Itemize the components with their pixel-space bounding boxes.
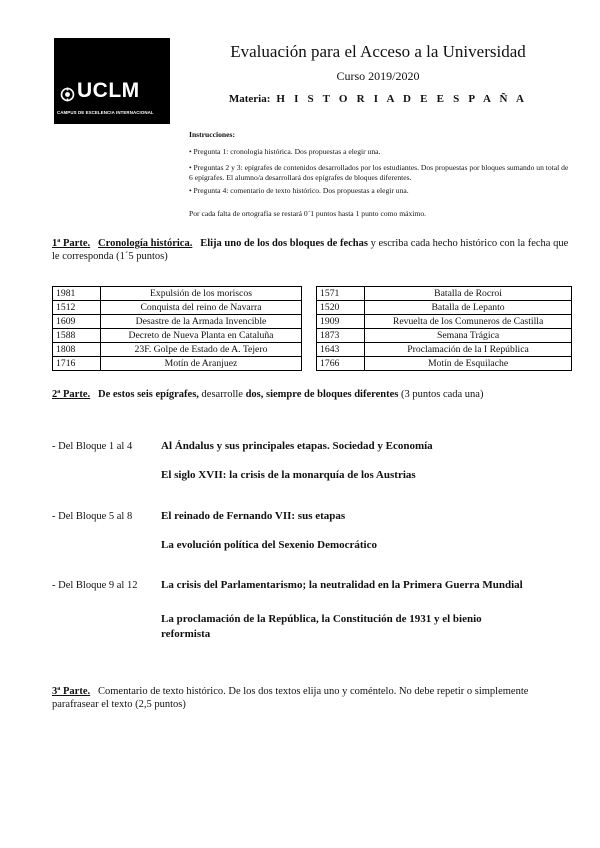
event-cell: Desastre de la Armada Invencible bbox=[100, 315, 301, 329]
exam-year: Curso 2019/2020 bbox=[336, 69, 420, 83]
table-row bbox=[317, 301, 572, 315]
logo-text: UCLM bbox=[77, 79, 140, 102]
uclm-logo bbox=[54, 38, 170, 124]
part3-text: Comentario de texto histórico. De los dos textos elija uno y coméntelo. No debe repetir o simplemente parafrasear el texto (2,5 puntos) bbox=[52, 686, 529, 710]
event-cell: Decreto de Nueva Planta en Cataluña bbox=[100, 329, 301, 343]
table-row bbox=[317, 357, 572, 371]
chronology-table-right bbox=[316, 286, 572, 371]
part2-heading bbox=[52, 389, 572, 402]
block-label: - Del Bloque 1 al 4 bbox=[52, 441, 133, 452]
year-cell: 1512 bbox=[53, 301, 101, 315]
part1-title: Cronología histórica. bbox=[98, 238, 193, 249]
part2-tail: (3 puntos cada una) bbox=[400, 389, 484, 400]
subject-label: Materia: bbox=[228, 93, 271, 105]
year-cell: 1588 bbox=[53, 329, 101, 343]
spelling-note: Por cada falta de ortografía se restará 0´1 puntos hasta 1 punto como máximo. bbox=[189, 209, 427, 218]
subject-value: H I S T O R I A D E E S P A Ñ A bbox=[276, 93, 528, 105]
year-cell: 1909 bbox=[317, 315, 365, 329]
logo-wordmark bbox=[60, 79, 140, 103]
epigraph: Al Ándalus y sus principales etapas. Sociedad y Economía bbox=[161, 440, 433, 452]
block-label: - Del Bloque 5 al 8 bbox=[52, 511, 133, 522]
year-cell: 1873 bbox=[317, 329, 365, 343]
year-cell: 1766 bbox=[317, 357, 365, 371]
event-cell: Batalla de Lepanto bbox=[365, 301, 572, 315]
part2-lead: De estos seis epígrafes, bbox=[98, 389, 199, 400]
event-cell: Motín de Esquilache bbox=[365, 357, 572, 371]
part1-instruction-bold: Elija uno de los dos bloques de fechas bbox=[200, 238, 368, 249]
instructions-heading: Instrucciones: bbox=[189, 130, 235, 139]
exam-subject bbox=[178, 93, 578, 105]
event-cell: Proclamación de la I República bbox=[365, 343, 572, 357]
logo-emblem-icon bbox=[60, 84, 75, 99]
year-cell: 1609 bbox=[53, 315, 101, 329]
event-cell: Motín de Aranjuez bbox=[100, 357, 301, 371]
part2-mid-bold: dos, siempre de bloques diferentes bbox=[245, 389, 399, 400]
year-cell: 1716 bbox=[53, 357, 101, 371]
epigraph: El reinado de Fernando VII: sus etapas bbox=[161, 510, 346, 522]
instruction-item: • Pregunta 1: cronología histórica. Dos propuestas a elegir una. bbox=[189, 147, 381, 156]
instruction-item: • Preguntas 2 y 3: epígrafes de contenidos desarrollados por los estudiantes. Dos propuestas por bloques sumando un total de 6 epígrafes. El alumno/a desarrollará dos epígrafes de bloques diferentes. bbox=[189, 163, 569, 182]
event-cell: Batalla de Rocroi bbox=[365, 287, 572, 301]
instruction-item: • Pregunta 4: comentario de texto histórico. Dos propuestas a elegir una. bbox=[189, 186, 409, 195]
table-row bbox=[53, 287, 302, 301]
part1-label: 1ª Parte. bbox=[52, 238, 91, 249]
event-cell: Conquista del reino de Navarra bbox=[100, 301, 301, 315]
logo-tagline: CAMPUS DE EXCELENCIA INTERNACIONAL bbox=[57, 110, 154, 115]
table-row bbox=[53, 301, 302, 315]
table-row bbox=[317, 287, 572, 301]
event-cell: Expulsión de los moriscos bbox=[100, 287, 301, 301]
block-label: - Del Bloque 9 al 12 bbox=[52, 580, 138, 591]
event-cell: Semana Trágica bbox=[365, 329, 572, 343]
table-row bbox=[53, 315, 302, 329]
event-cell: Revuelta de los Comuneros de Castilla bbox=[365, 315, 572, 329]
event-cell: 23F. Golpe de Estado de A. Tejero bbox=[100, 343, 301, 357]
epigraph: El siglo XVII: la crisis de la monarquía de los Austrias bbox=[161, 469, 416, 481]
epigraph: La crisis del Parlamentarismo; la neutralidad en la Primera Guerra Mundial bbox=[161, 579, 523, 591]
table-row bbox=[317, 343, 572, 357]
part1-heading bbox=[52, 238, 572, 263]
year-cell: 1808 bbox=[53, 343, 101, 357]
year-cell: 1571 bbox=[317, 287, 365, 301]
part2-label: 2ª Parte. bbox=[52, 389, 91, 400]
table-row bbox=[53, 357, 302, 371]
table-row bbox=[317, 329, 572, 343]
table-row bbox=[53, 329, 302, 343]
part3-label: 3ª Parte. bbox=[52, 686, 91, 697]
epigraph: La proclamación de la República, la Constitución de 1931 y el bienio reformista bbox=[161, 613, 482, 640]
table-row bbox=[53, 343, 302, 357]
year-cell: 1520 bbox=[317, 301, 365, 315]
chronology-table-left bbox=[52, 286, 302, 371]
part3-heading bbox=[52, 686, 572, 711]
part2-mid: desarrolle bbox=[201, 389, 243, 400]
table-row bbox=[317, 315, 572, 329]
epigraph: La evolución política del Sexenio Democrático bbox=[161, 539, 377, 551]
part1-instruction: y escriba cada hecho histórico con la fecha que le corresponda (1´5 puntos) bbox=[52, 238, 569, 262]
year-cell: 1643 bbox=[317, 343, 365, 357]
year-cell: 1981 bbox=[53, 287, 101, 301]
exam-title: Evaluación para el Acceso a la Universidad bbox=[230, 42, 526, 61]
